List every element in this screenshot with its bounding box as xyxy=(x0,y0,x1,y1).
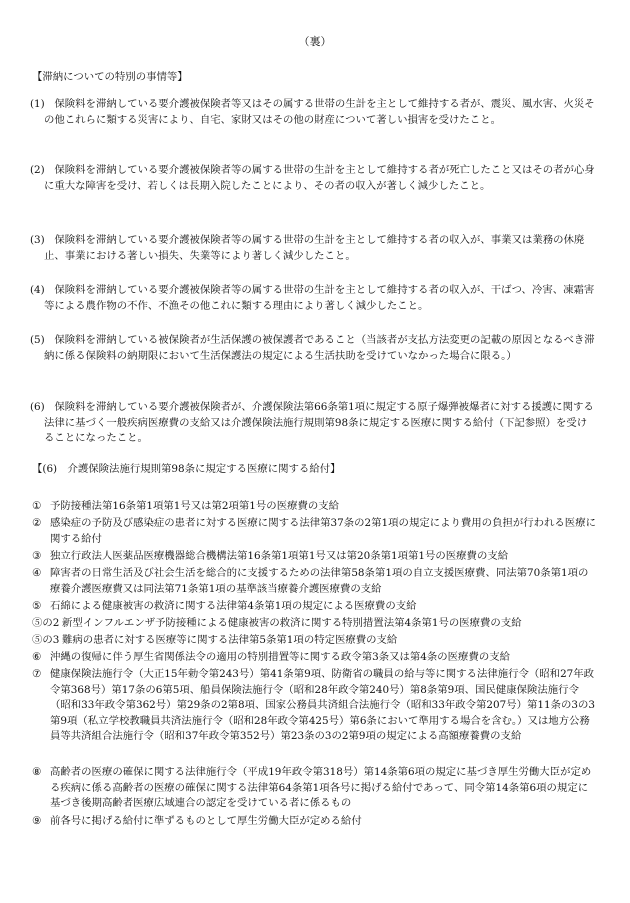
benefit-marker: ⑤ xyxy=(32,600,42,612)
benefit-marker: ⑤の2 xyxy=(32,617,60,629)
reason-number: (2) xyxy=(30,164,45,176)
reason-number: (3) xyxy=(30,234,45,246)
benefit-item xyxy=(32,499,597,515)
reason-text: 保険料を滞納している要介護被保険者等の属する世帯の生計を主として維持する者の収入が、事業又は業務の休廃止、事業における著しい損失、失業等により著しく減少したこと。 xyxy=(44,234,585,262)
benefit-marker: ⑤の3 xyxy=(32,634,60,646)
section-heading-medical-benefits: 【(6) 介護保険法施行規則第98条に規定する医療に関する給付】 xyxy=(32,463,341,475)
benefit-text: 沖縄の復帰に伴う厚生省関係法令の適用の特別措置等に関する政令第3条又は第4条の医療費の支給 xyxy=(50,651,511,663)
benefit-item xyxy=(32,765,597,812)
reason-text: 保険料を滞納している要介護被保険者等の属する世帯の生計を主として維持する者が死亡したこと又はその者が心身に重大な障害を受け、若しくは長期入院したことにより、その者の収入が著しく減少したこと。 xyxy=(44,164,595,192)
benefit-item xyxy=(32,814,597,830)
benefit-item xyxy=(32,616,597,632)
benefit-marker: ④ xyxy=(32,567,42,579)
benefit-text: 健康保険法施行令（大正15年勅令第243号）第41条第9項、防衛省の職員の給与等に関する法律施行令（昭和27年政令第368号）第17条の6第5項、船員保険法施行令（昭和28年政令第240号）第8条第9項、国民健康保険法施行令（昭和33年政令第362号）第29条の2第8項、国家公務員共済組合法施行令（昭和33年政令第207号）第11条の3の3第9項（私立学校教職員共済法施行令（昭和28年政令第425号）第6条において準用する場合を含む。）又は地方公務員等共済組合法施行令（昭和37年政令第352号）第23条の3の2第9項の規定による高額療養費の支給 xyxy=(50,668,596,743)
reason-text: 保険料を滞納している要介護被保険者が、介護保険法第66条第1項に規定する原子爆弾被爆者に対する援護に関する法律に基づく一般疾病医療費の支給又は介護保険法施行規則第98条に規定する医療に関する給付（下記参照）を受けることになったこと。 xyxy=(44,401,594,445)
benefit-item xyxy=(32,667,597,745)
reason-item xyxy=(30,233,595,264)
benefit-item xyxy=(32,650,597,666)
reason-item xyxy=(30,283,595,314)
reason-text: 保険料を滞納している要介護被保険者等の属する世帯の生計を主として維持する者の収入が、干ばつ、冷害、凍霜害等による農作物の不作、不漁その他これに類する理由により著しく減少したこと。 xyxy=(44,284,595,312)
reason-number: (6) xyxy=(30,401,45,413)
benefit-marker: ① xyxy=(32,500,42,512)
reason-number: (5) xyxy=(30,334,45,346)
reason-number: (1) xyxy=(30,98,45,110)
reason-item xyxy=(30,163,595,194)
benefit-text: 前各号に掲げる給付に準ずるものとして厚生労働大臣が定める給付 xyxy=(50,815,362,827)
page-side-label: （裏） xyxy=(298,35,332,48)
benefit-text: 障害者の日常生活及び社会生活を総合的に支援するための法律第58条第1項の自立支援医療費、同法第70条第1項の療養介護医療費又は同法第71条第1項の基準該当療養介護医療費の支給 xyxy=(50,567,589,595)
reason-number: (4) xyxy=(30,284,45,296)
benefit-text: 石綿による健康被害の救済に関する法律第4条第1項の規定による医療費の支給 xyxy=(50,600,417,612)
benefit-text: 高齢者の医療の確保に関する法律施行令（平成19年政令第318号）第14条第6項の規定に基づき厚生労働大臣が定める疾病に係る高齢者の医療の確保に関する法律第64条第1項各号に掲げる給付であって、同令第14条第6項の規定に基づき後期高齢者医療広域連合の認定を受けている者に係るもの xyxy=(50,766,592,810)
benefit-text: 難病の患者に対する医療等に関する法律第5条第1項の特定医療費の支給 xyxy=(62,634,398,646)
benefit-marker: ⑦ xyxy=(32,668,42,680)
reason-item xyxy=(30,400,595,447)
benefit-item xyxy=(32,516,597,547)
benefit-text: 感染症の予防及び感染症の患者に対する医療に関する法律第37条の2第1項の規定により費用の負担が行われる医療に関する給付 xyxy=(50,517,596,545)
benefit-marker: ③ xyxy=(32,550,42,562)
benefit-item xyxy=(32,566,597,597)
section-heading-special-circumstances: 【滞納についての特別の事情等】 xyxy=(32,71,188,83)
reason-text: 保険料を滞納している被保険者が生活保護の被保護者であること（当該者が支払方法変更の記載の原因となるべき滞納に係る保険料の納期限において生活保護法の規定による生活扶助を受けていなかった場合に限る。） xyxy=(44,334,595,362)
benefit-marker: ⑧ xyxy=(32,766,42,778)
benefit-marker: ② xyxy=(32,517,42,529)
benefit-text: 独立行政法人医薬品医療機器総合機構法第16条第1項第1号又は第20条第1項第1号の医療費の支給 xyxy=(50,550,509,562)
reason-text: 保険料を滞納している要介護被保険者等又はその属する世帯の生計を主として維持する者が、震災、風水害、火災その他これらに類する災害により、自宅、家財又はその他の財産について著しい損害を受けたこと。 xyxy=(44,98,595,126)
benefit-item xyxy=(32,549,597,565)
benefit-marker: ⑨ xyxy=(32,815,42,827)
benefit-item xyxy=(32,599,597,615)
benefit-marker: ⑥ xyxy=(32,651,42,663)
reason-item xyxy=(30,333,595,364)
benefit-text: 予防接種法第16条第1項第1号又は第2項第1号の医療費の支給 xyxy=(50,500,340,512)
benefit-text: 新型インフルエンザ予防接種による健康被害の救済に関する特別措置法第4条第1号の医療費の支給 xyxy=(62,617,522,629)
reason-item xyxy=(30,97,595,128)
benefit-item xyxy=(32,633,597,649)
